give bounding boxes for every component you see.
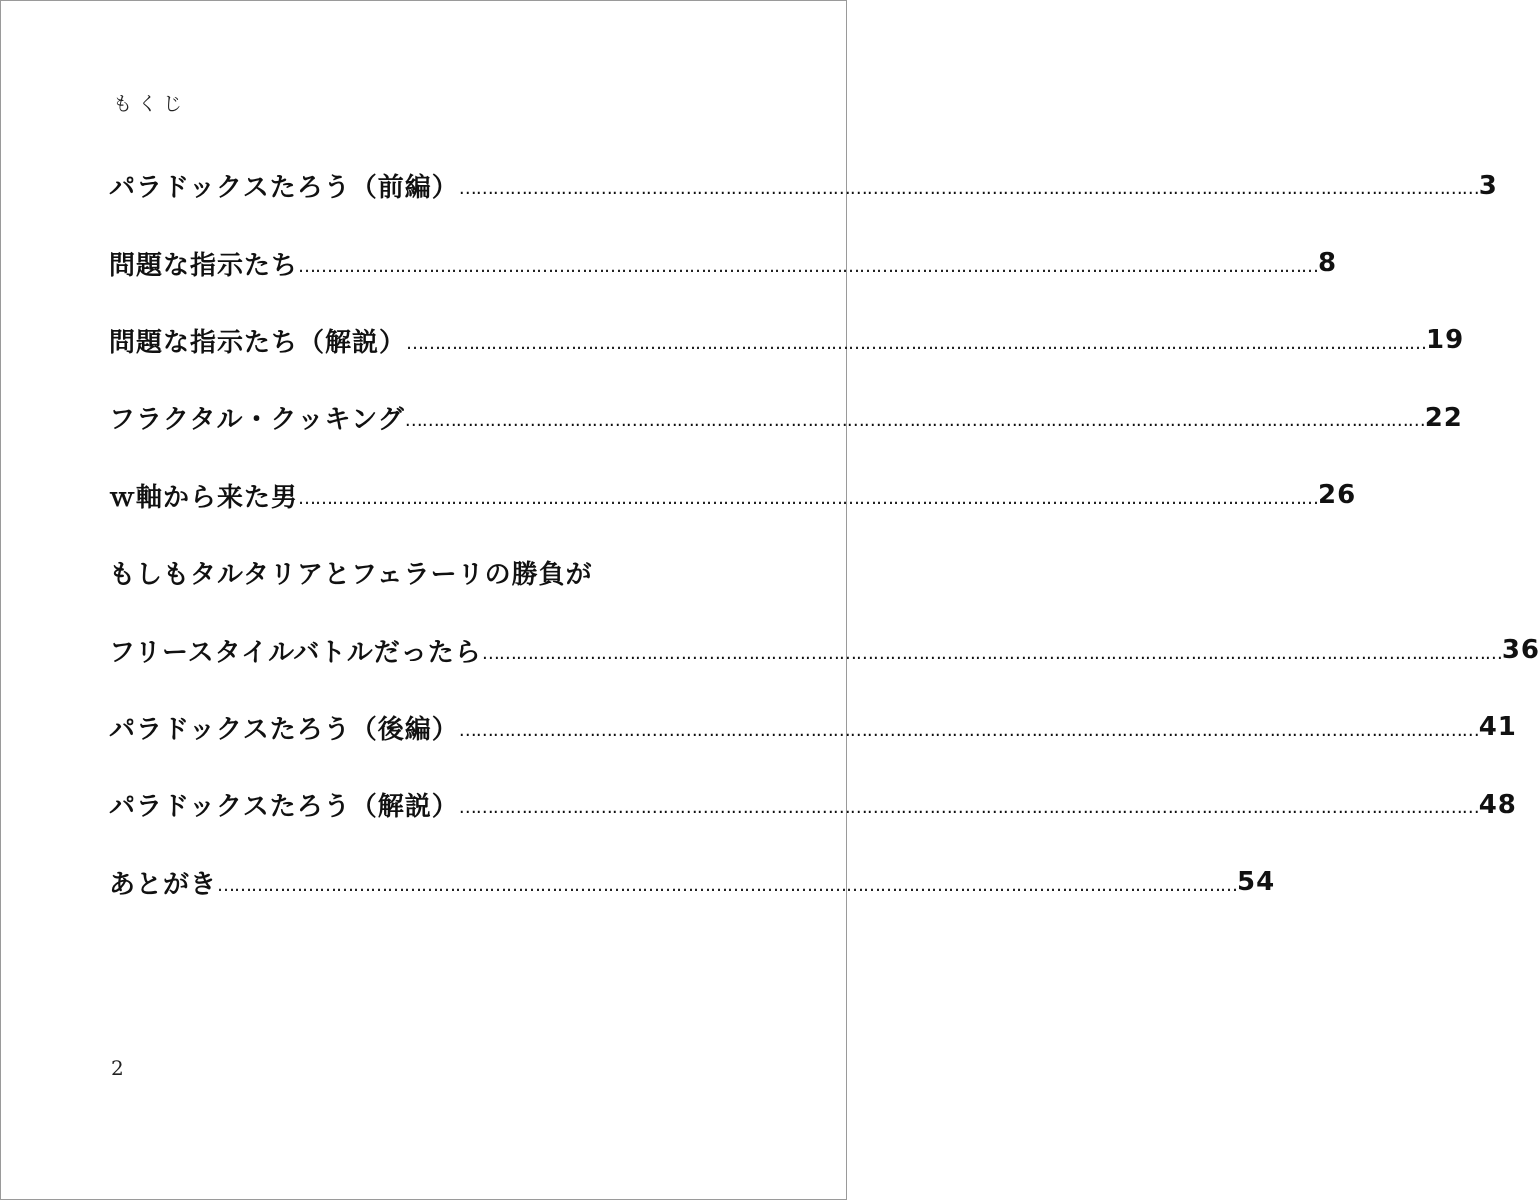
toc-entry (109, 534, 741, 611)
toc-entry-title: パラドックスたろう（前編） (109, 173, 459, 204)
toc-entry (109, 844, 1276, 921)
toc-entry-title: あとがき (109, 869, 218, 900)
toc-entry-page: 22 (1424, 402, 1463, 433)
toc-entry-page: 36 (1501, 635, 1540, 666)
toc-entry-page: 41 (1478, 712, 1517, 743)
toc-entry-page: 19 (1426, 325, 1465, 356)
toc-entry-page: 8 (1318, 248, 1338, 279)
toc-entry (109, 302, 1465, 379)
toc-entry (109, 457, 1357, 534)
toc-entry-page: 54 (1237, 867, 1276, 898)
toc-entry-title: 問題な指示たち（解説） (109, 327, 407, 358)
dot-leader (593, 570, 741, 576)
dot-leader: ……………………………………………………………………………………………………………………………………………………………… (404, 410, 1425, 432)
toc-entry-page: 48 (1478, 789, 1517, 820)
toc-entry-title: フラクタル・クッキング (109, 405, 405, 436)
toc-entry-title: もしもタルタリアとフェラーリの勝負が (109, 560, 593, 591)
toc-heading: もくじ (113, 93, 189, 115)
toc-entry-title: フリースタイルバトルだったら (109, 637, 482, 668)
toc-entry (109, 766, 1517, 843)
toc-entry (109, 689, 1517, 766)
dot-leader: ……………………………………………………………………………………………………………………………………………………………… (458, 719, 1479, 741)
toc-entry-title: パラドックスたろう（後編） (109, 714, 459, 745)
toc-entry (109, 224, 1338, 301)
dot-leader: ……………………………………………………………………………………………………………………………………………………………… (481, 642, 1502, 664)
dot-leader: ……………………………………………………………………………………………………………………………………………………………… (406, 332, 1427, 354)
toc-entry-title: ｗ軸から来た男 (109, 482, 299, 513)
dot-leader: ……………………………………………………………………………………………………………………………………………………………… (458, 178, 1479, 200)
dot-leader: ……………………………………………………………………………………………………………………………………………………………… (217, 874, 1238, 896)
dot-leader: ……………………………………………………………………………………………………………………………………………………………… (458, 797, 1479, 819)
toc-entry-title: 問題な指示たち (109, 250, 299, 281)
toc-entry (109, 379, 1463, 456)
toc-entry-page: 26 (1318, 480, 1357, 511)
dot-leader: ……………………………………………………………………………………………………………………………………………………………… (298, 255, 1319, 277)
page-number: 2 (111, 1056, 124, 1080)
table-of-contents (109, 147, 1540, 921)
toc-entry-title: パラドックスたろう（解説） (109, 792, 459, 823)
dot-leader: ……………………………………………………………………………………………………………………………………………………………… (298, 487, 1319, 509)
toc-entry (109, 611, 1540, 688)
toc-entry-page: 3 (1478, 170, 1498, 201)
toc-entry (109, 147, 1498, 224)
